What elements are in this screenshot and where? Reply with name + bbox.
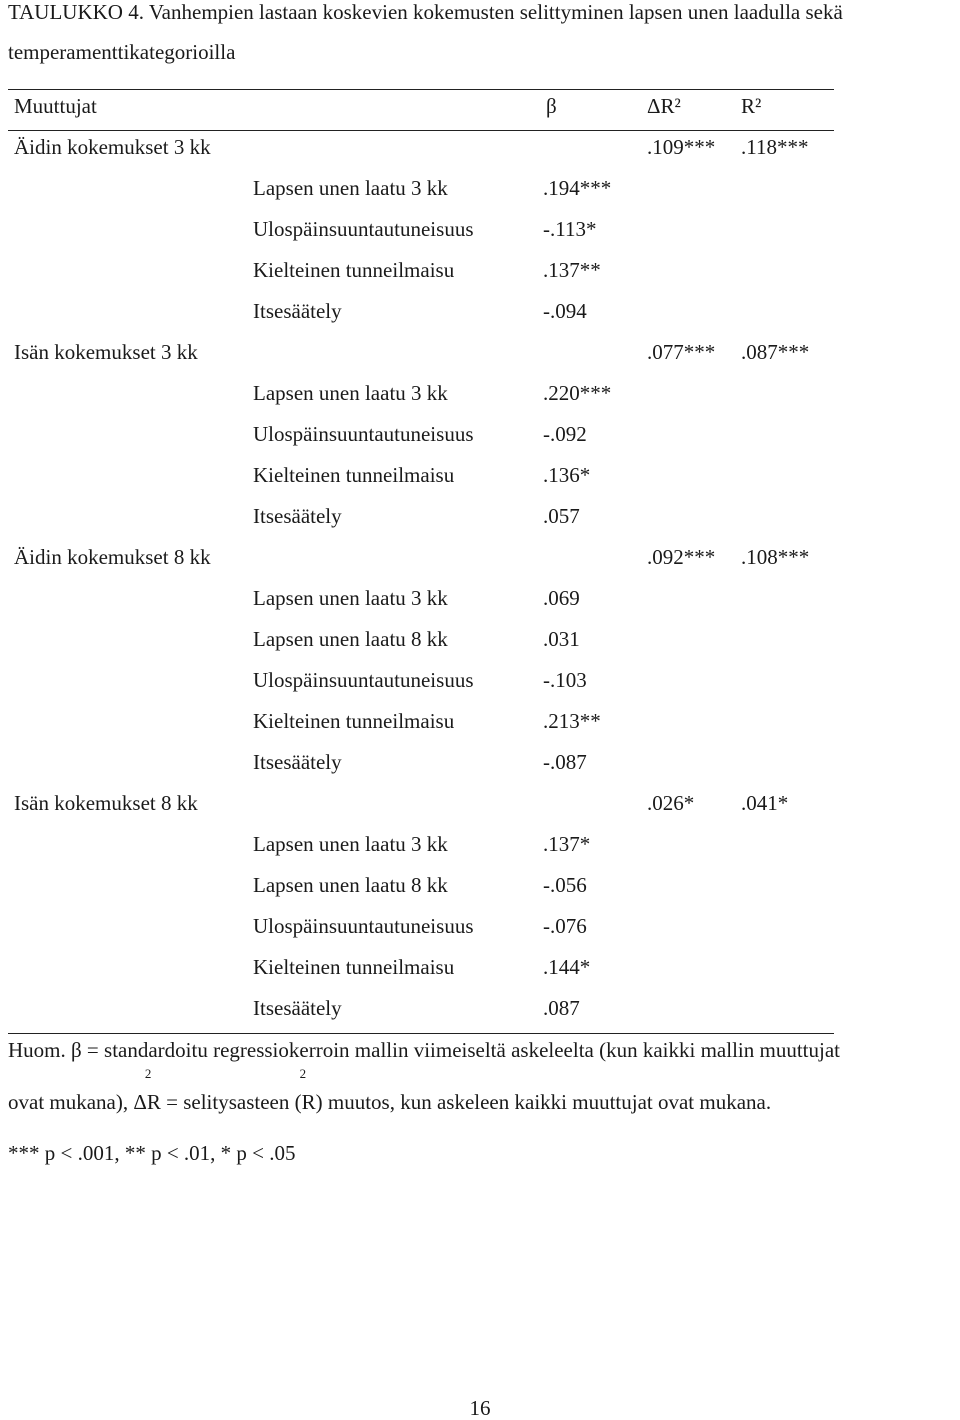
group-delta-r2: .109*** bbox=[647, 135, 716, 159]
predictor-label: Ulospäinsuuntautuneisuus bbox=[253, 914, 474, 938]
table-caption-line2: temperamenttikategorioilla bbox=[8, 40, 236, 64]
header-beta: β bbox=[546, 94, 557, 118]
predictor-beta: .087 bbox=[543, 996, 580, 1020]
group-delta-r2: .026* bbox=[647, 791, 695, 815]
predictor-beta: -.087 bbox=[543, 750, 587, 774]
group-delta-r2: .092*** bbox=[647, 545, 716, 569]
table-caption-line1: TAULUKKO 4. Vanhempien lastaan koskevien kokemusten selittyminen lapsen unen laadulla sekä bbox=[8, 0, 843, 24]
header-delta-r2: ΔR² bbox=[647, 94, 681, 118]
page-number: 16 bbox=[469, 1396, 491, 1420]
note-line2-c: ) muutos, kun askeleen kaikki muuttujat ovat mukana. bbox=[315, 1090, 772, 1114]
predictor-beta: -.056 bbox=[543, 873, 587, 897]
predictor-label: Kielteinen tunneilmaisu bbox=[253, 955, 455, 979]
predictor-beta: .194*** bbox=[543, 176, 612, 200]
group-r2: .087*** bbox=[741, 340, 810, 364]
predictor-beta: .213** bbox=[543, 709, 601, 733]
predictor-label: Itsesäätely bbox=[253, 996, 342, 1020]
group-r2: .041* bbox=[741, 791, 789, 815]
predictor-label: Kielteinen tunneilmaisu bbox=[253, 709, 455, 733]
predictor-beta: .069 bbox=[543, 586, 580, 610]
predictor-beta: .220*** bbox=[543, 381, 612, 405]
predictor-label: Ulospäinsuuntautuneisuus bbox=[253, 217, 474, 241]
group-label: Äidin kokemukset 8 kk bbox=[14, 545, 211, 569]
predictor-beta: .057 bbox=[543, 504, 580, 528]
note-superscript-1: 2 bbox=[144, 1066, 152, 1081]
predictor-beta: -.113* bbox=[543, 217, 597, 241]
note-superscript-2: 2 bbox=[299, 1066, 307, 1081]
note-line2-a: ovat mukana), ΔR bbox=[8, 1090, 161, 1114]
group-r2: .118*** bbox=[741, 135, 809, 159]
group-label: Isän kokemukset 8 kk bbox=[14, 791, 198, 815]
predictor-beta: -.094 bbox=[543, 299, 587, 323]
predictor-beta: .137* bbox=[543, 832, 591, 856]
note-line2 bbox=[8, 1066, 772, 1114]
predictor-label: Itsesäätely bbox=[253, 299, 342, 323]
predictor-beta: .136* bbox=[543, 463, 591, 487]
header-r2: R² bbox=[741, 94, 762, 118]
predictor-label: Itsesäätely bbox=[253, 750, 342, 774]
predictor-label: Lapsen unen laatu 8 kk bbox=[253, 627, 448, 651]
predictor-beta: -.092 bbox=[543, 422, 587, 446]
predictor-label: Kielteinen tunneilmaisu bbox=[253, 463, 455, 487]
predictor-label: Kielteinen tunneilmaisu bbox=[253, 258, 455, 282]
table-bottom-rule bbox=[8, 1033, 834, 1034]
predictor-label: Lapsen unen laatu 3 kk bbox=[253, 176, 448, 200]
predictor-label: Ulospäinsuuntautuneisuus bbox=[253, 422, 474, 446]
table-header-rule bbox=[8, 130, 834, 131]
predictor-beta: .137** bbox=[543, 258, 601, 282]
group-label: Isän kokemukset 3 kk bbox=[14, 340, 198, 364]
group-label: Äidin kokemukset 3 kk bbox=[14, 135, 211, 159]
predictor-beta: .144* bbox=[543, 955, 591, 979]
predictor-beta: -.076 bbox=[543, 914, 587, 938]
note-line1: Huom. β = standardoitu regressiokerroin mallin viimeiseltä askeleelta (kun kaikki mallin muuttujat bbox=[8, 1038, 841, 1062]
predictor-label: Lapsen unen laatu 8 kk bbox=[253, 873, 448, 897]
predictor-label: Itsesäätely bbox=[253, 504, 342, 528]
predictor-label: Lapsen unen laatu 3 kk bbox=[253, 381, 448, 405]
note-line2-b: = selitysasteen (R bbox=[160, 1090, 316, 1114]
note-significance: *** p < .001, ** p < .01, * p < .05 bbox=[8, 1141, 296, 1165]
predictor-label: Lapsen unen laatu 3 kk bbox=[253, 586, 448, 610]
predictor-label: Ulospäinsuuntautuneisuus bbox=[253, 668, 474, 692]
group-r2: .108*** bbox=[741, 545, 810, 569]
header-variables: Muuttujat bbox=[14, 94, 97, 118]
predictor-beta: .031 bbox=[543, 627, 580, 651]
predictor-label: Lapsen unen laatu 3 kk bbox=[253, 832, 448, 856]
table-top-rule bbox=[8, 89, 834, 90]
predictor-beta: -.103 bbox=[543, 668, 587, 692]
group-delta-r2: .077*** bbox=[647, 340, 716, 364]
